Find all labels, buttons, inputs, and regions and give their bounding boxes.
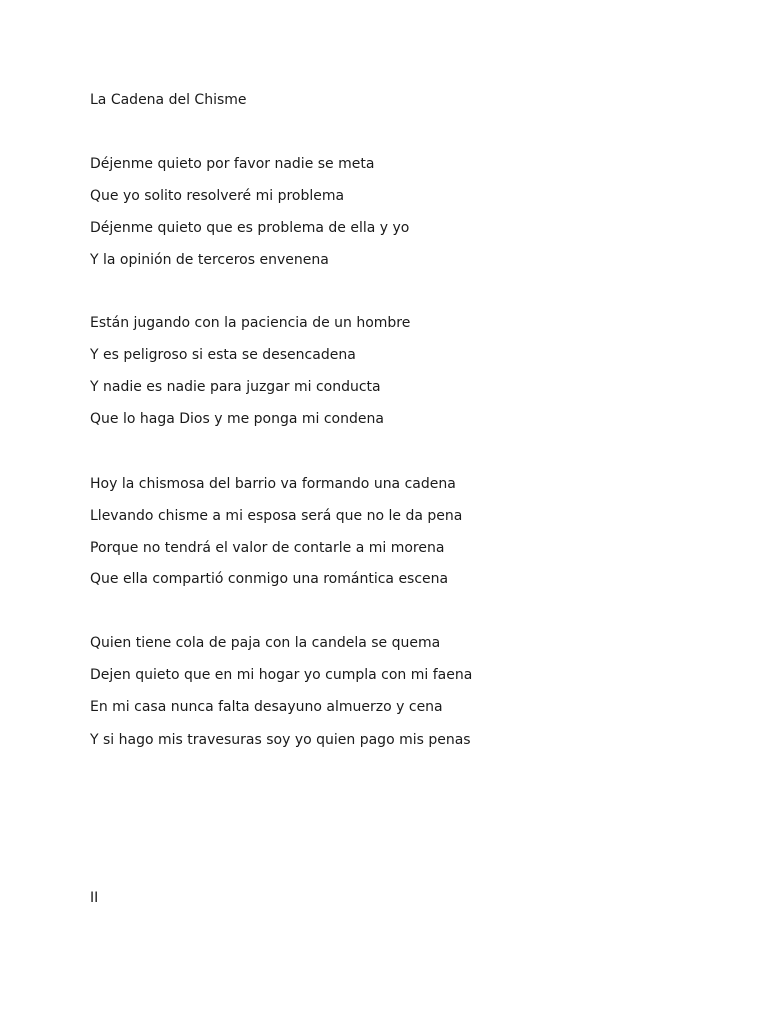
section-marker: II	[90, 890, 99, 906]
verse-line: Hoy la chismosa del barrio va formando una cadena	[90, 476, 456, 492]
verse-line: En mi casa nunca falta desayuno almuerzo y cena	[90, 699, 443, 715]
document-title: La Cadena del Chisme	[90, 92, 247, 108]
verse-line: Llevando chisme a mi esposa será que no le da pena	[90, 508, 463, 524]
verse-line: Y es peligroso si esta se desencadena	[90, 347, 356, 363]
verse-line: Porque no tendrá el valor de contarle a mi morena	[90, 540, 445, 556]
verse-line: Y nadie es nadie para juzgar mi conducta	[90, 379, 381, 395]
verse-line: Quien tiene cola de paja con la candela se quema	[90, 635, 441, 651]
verse-line: Que ella compartió conmigo una romántica escena	[90, 571, 449, 587]
verse-line: Que lo haga Dios y me ponga mi condena	[90, 411, 384, 427]
verse-line: Y la opinión de terceros envenena	[90, 252, 329, 268]
verse-line: Están jugando con la paciencia de un hombre	[90, 315, 411, 331]
verse-line: Déjenme quieto por favor nadie se meta	[90, 156, 375, 172]
verse-line: Dejen quieto que en mi hogar yo cumpla con mi faena	[90, 667, 473, 683]
verse-line: Déjenme quieto que es problema de ella y yo	[90, 220, 410, 236]
verse-line: Y si hago mis travesuras soy yo quien pago mis penas	[90, 732, 471, 748]
verse-line: Que yo solito resolveré mi problema	[90, 188, 345, 204]
